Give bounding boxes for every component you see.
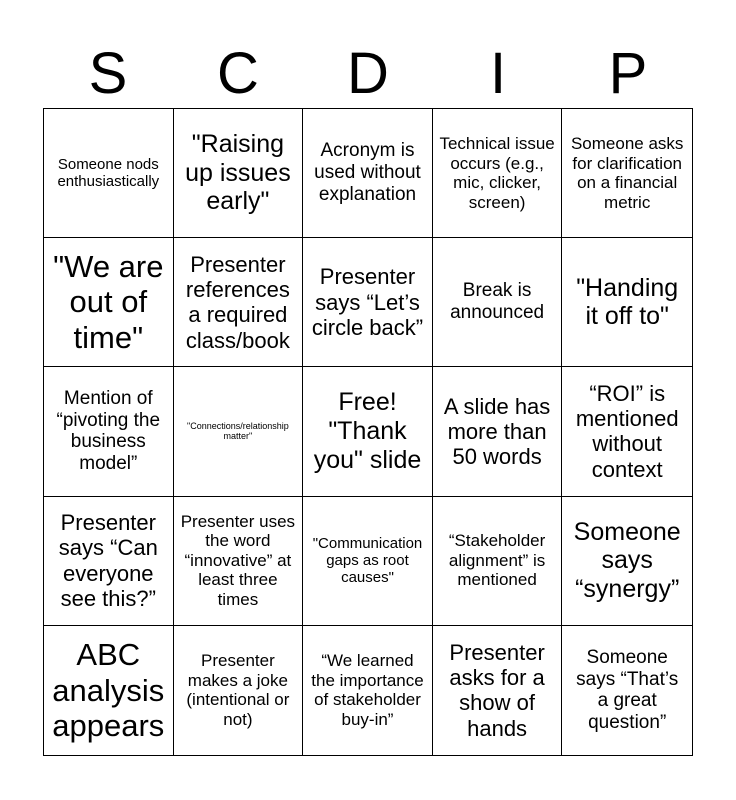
- bingo-cell[interactable]: [562, 626, 692, 755]
- bingo-cell[interactable]: [44, 238, 174, 367]
- header-letter-c: C: [217, 41, 259, 106]
- bingo-cell[interactable]: [433, 497, 563, 626]
- cell-text: "Connections/relationship matter": [187, 421, 289, 442]
- bingo-cell[interactable]: [433, 367, 563, 496]
- bingo-cell[interactable]: [44, 497, 174, 626]
- cell-text: Presenter says “Let’s circle back”: [311, 264, 424, 340]
- cell-text: Presenter uses the word “innovative” at least three times: [180, 511, 296, 610]
- cell-text: Technical issue occurs (e.g., mic, clicker, screen): [439, 134, 555, 212]
- bingo-cell[interactable]: [44, 626, 174, 755]
- bingo-cell[interactable]: [433, 238, 563, 367]
- bingo-cell[interactable]: [174, 497, 304, 626]
- cell-text: A slide has more than 50 words: [443, 393, 551, 470]
- bingo-header: [43, 40, 693, 108]
- cell-text: ABC analysis appears: [52, 636, 165, 744]
- bingo-cell[interactable]: [303, 367, 433, 496]
- bingo-cell[interactable]: [44, 109, 174, 238]
- bingo-cell[interactable]: [562, 497, 692, 626]
- cell-text: “ROI” is mentioned without context: [575, 380, 679, 482]
- header-letter-i: I: [489, 41, 507, 106]
- cell-text: Someone says “synergy”: [573, 517, 681, 604]
- bingo-cell[interactable]: [562, 367, 692, 496]
- bingo-cell[interactable]: [433, 626, 563, 755]
- bingo-cell[interactable]: [174, 238, 304, 367]
- cell-text: Presenter says “Can everyone see this?”: [58, 510, 158, 611]
- cell-text: “Stakeholder alignment” is mentioned: [448, 531, 546, 590]
- bingo-cell[interactable]: [174, 626, 304, 755]
- bingo-cell[interactable]: [562, 109, 692, 238]
- cell-text: “We learned the importance of stakeholder buy-in”: [311, 651, 424, 729]
- bingo-cell[interactable]: [174, 367, 304, 496]
- cell-text: "Raising up issues early": [185, 129, 291, 216]
- cell-text: Presenter asks for a show of hands: [449, 639, 545, 741]
- cell-text: Presenter makes a joke (intentional or not): [186, 651, 290, 729]
- header-letter-d: D: [347, 41, 389, 106]
- bingo-cell[interactable]: [303, 497, 433, 626]
- cell-text: Someone nods enthusiastically: [57, 155, 160, 191]
- bingo-board: [43, 108, 693, 756]
- bingo-cell[interactable]: [174, 109, 304, 238]
- cell-text: Free! "Thank you" slide: [313, 388, 422, 474]
- cell-text: Break is announced: [450, 280, 545, 324]
- cell-text: Mention of “pivoting the business model”: [56, 387, 161, 475]
- cell-text: "Communication gaps as root causes": [312, 534, 423, 587]
- cell-text: "We are out of time": [53, 248, 164, 356]
- cell-text: Presenter references a required class/book: [185, 251, 290, 353]
- bingo-cell[interactable]: [303, 238, 433, 367]
- bingo-cell[interactable]: [562, 238, 692, 367]
- cell-text: Someone says “That’s a great question”: [576, 646, 679, 734]
- header-letter-p: P: [608, 41, 648, 106]
- bingo-cell[interactable]: [303, 109, 433, 238]
- bingo-cell[interactable]: [303, 626, 433, 755]
- header-letter-s: S: [88, 41, 128, 106]
- cell-text: "Handing it off to": [576, 273, 679, 331]
- bingo-cell[interactable]: [433, 109, 563, 238]
- bingo-cell[interactable]: [44, 367, 174, 496]
- cell-text: Acronym is used without explanation: [314, 140, 421, 206]
- cell-text: Someone asks for clarification on a financial metric: [570, 134, 684, 212]
